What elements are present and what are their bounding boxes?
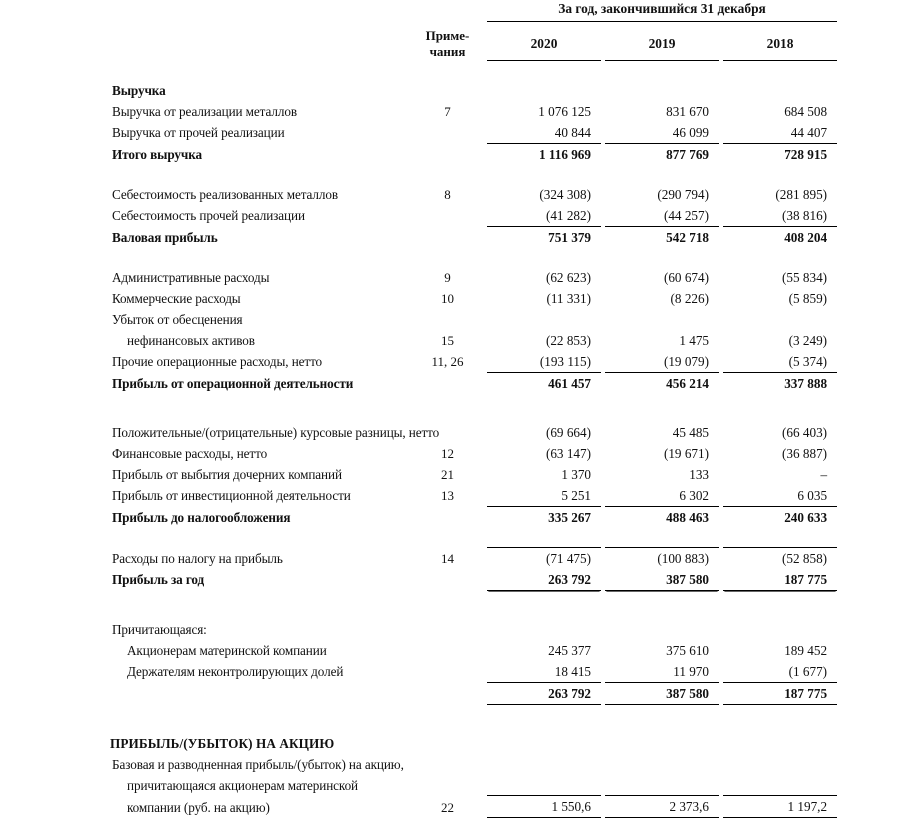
row-value-2019: 6 302 [605,485,719,507]
row-note-reference: 14 [441,550,454,566]
row-value-2018: 6 035 [723,485,837,507]
row-note-reference [408,661,487,683]
row-note-reference [408,143,487,165]
row-right-margin [837,775,901,796]
row-spacer [0,165,901,184]
table-row [0,309,901,330]
table-row [0,288,901,309]
header-blank-note [408,0,487,22]
row-note-reference [408,682,487,704]
header-years-blank-label [0,28,330,60]
row-value-2020: (69 664) [545,424,591,440]
row-value-2020: 1 370 [561,466,591,482]
row-label: Убыток от обесценения [112,311,243,327]
row-value-2018: (36 887) [782,445,828,461]
row-pad [330,682,408,704]
row-pad [330,547,408,569]
table-row [0,205,901,227]
row-pad [330,569,408,591]
row-label: ПРИБЫЛЬ/(УБЫТОК) НА АКЦИЮ [110,735,335,751]
table-row [0,122,901,144]
row-value-2019 [605,733,719,754]
row-right-margin [837,351,901,373]
row-note-reference: 12 [441,445,454,461]
row-label: Причитающаяся: [112,621,207,637]
row-label: Коммерческие расходы [112,290,241,306]
row-value-2019: (8 226) [670,290,709,306]
row-note-reference: 10 [441,290,454,306]
row-label: Административные расходы [112,269,270,285]
row-pad [330,80,408,101]
row-note-reference: 22 [441,799,454,815]
table-row [0,569,901,591]
row-right-margin [837,547,901,569]
table-row [0,143,901,165]
row-note-reference [408,754,487,775]
row-value-2019: 375 610 [666,642,709,658]
table-row [0,547,901,569]
row-value-2020 [487,775,601,796]
row-label: Прибыль от операционной деятельности [112,375,354,391]
notes-column-header [408,28,487,60]
row-note-reference [408,775,487,796]
row-pad [330,796,408,818]
row-pad [330,619,408,640]
row-value-2020: (22 853) [545,332,591,348]
row-value-2020: 1 550,6 [487,796,601,818]
row-pad [330,226,408,248]
row-value-2018 [723,733,837,754]
row-value-2018: (52 858) [723,547,837,569]
table-row [0,640,901,661]
row-value-2019 [605,619,719,640]
row-value-2018: 684 508 [784,103,828,119]
row-value-2019: 45 485 [672,424,709,440]
row-value-2020: 245 377 [548,642,591,658]
row-spacer-cell [0,528,901,548]
row-value-2020: 5 251 [487,485,601,507]
row-label: причитающаяся акционерам материнской [127,777,359,793]
table-row [0,485,901,507]
row-value-2018: 187 775 [723,569,837,591]
row-right-margin [837,122,901,144]
row-value-2018: 337 888 [784,375,828,391]
table-row [0,506,901,528]
row-note-reference [408,569,487,591]
row-label: Прибыль от инвестиционной деятельности [112,488,351,503]
row-value-2019 [605,754,719,775]
period-title: За год, закончившийся 31 декабря [487,0,837,22]
row-label: Держателям неконтролирующих долей [127,664,344,679]
row-note-reference [408,205,487,227]
row-label: Расходы по налогу на прибыль [112,550,283,566]
row-right-margin [837,754,901,775]
row-pad [330,733,408,754]
row-value-2018: (281 895) [775,186,828,202]
table-row [0,775,901,796]
row-value-2019: 2 373,6 [605,796,719,818]
row-spacer-cell [0,165,901,184]
row-value-2019: 46 099 [605,122,719,144]
table-row [0,661,901,683]
row-pad [330,443,408,464]
row-note-reference [408,640,487,661]
row-value-2018: – [820,466,828,482]
row-right-margin [837,309,901,330]
row-label: Себестоимость реализованных металлов [112,186,339,202]
header-blank-right [837,0,901,22]
row-spacer [0,394,901,422]
row-value-2020 [487,619,601,640]
row-right-margin [837,796,901,818]
row-right-margin [837,330,901,351]
table-row [0,101,901,122]
row-value-2019: 488 463 [666,509,709,525]
header-period-row [0,0,901,22]
table-row [0,682,901,704]
table-row [0,464,901,485]
row-value-2019: 1 475 [679,332,709,348]
year-header-2018: 2018 [723,28,837,60]
row-value-2020 [487,80,601,101]
row-value-2018: (5 374) [723,351,837,373]
row-pad [330,143,408,165]
row-value-2018 [723,754,837,775]
table-row [0,422,901,443]
row-value-2019: (290 794) [657,186,709,202]
row-value-2020: 1 076 125 [538,103,591,119]
row-pad [330,351,408,373]
row-note-reference: 8 [444,186,451,202]
row-note-reference [408,226,487,248]
row-note-reference: 13 [441,488,454,503]
row-right-margin [837,569,901,591]
row-pad [330,330,408,351]
row-value-2019: (44 257) [605,205,719,227]
row-note-reference [408,619,487,640]
row-pad [330,101,408,122]
row-right-margin [837,661,901,683]
row-label: компании (руб. на акцию) [127,799,270,815]
table-row [0,443,901,464]
row-value-2020: (193 115) [487,351,601,373]
row-value-2019: 456 214 [666,375,709,391]
row-value-2019: 831 670 [666,103,709,119]
row-value-2018: (1 677) [723,661,837,683]
row-value-2018 [723,619,837,640]
row-right-margin [837,288,901,309]
row-label: Акционерам материнской компании [127,642,327,658]
row-note-reference [408,372,487,394]
row-label [0,682,330,704]
row-value-2020: 18 415 [487,661,601,683]
row-value-2019: (100 883) [605,547,719,569]
row-value-2020: 263 792 [487,569,601,591]
row-note-reference: 15 [441,332,454,348]
row-value-2020: (11 331) [546,290,591,306]
table-row [0,754,901,775]
row-spacer [0,704,901,733]
row-value-2020 [487,733,601,754]
row-spacer-cell [0,394,901,422]
row-pad [330,309,408,330]
row-note-reference: 11, 26 [431,354,464,369]
row-note-reference: 9 [444,269,451,285]
table-row [0,619,901,640]
row-note-reference [408,309,487,330]
table-row [0,372,901,394]
row-right-margin [837,184,901,205]
table-row [0,80,901,101]
row-value-2019: 542 718 [666,229,709,245]
row-value-2019: 387 580 [605,569,719,591]
notes-header-line1: Приме- [425,28,470,43]
row-value-2019: 877 769 [666,146,709,162]
row-spacer [0,590,901,619]
table-row [0,184,901,205]
row-label: Прочие операционные расходы, нетто [112,354,323,369]
row-value-2018: 1 197,2 [723,796,837,818]
row-label: Прибыль до налогообложения [112,509,291,525]
row-label: Валовая прибыль [112,229,218,245]
row-value-2020: (41 282) [487,205,601,227]
table-row [0,351,901,373]
row-value-2020: (324 308) [539,186,591,202]
row-right-margin [837,372,901,394]
row-note-reference [408,506,487,528]
header-bottom-spacer [0,60,901,80]
year-header-2020: 2020 [487,28,601,60]
row-value-2018 [723,309,837,330]
row-value-2019 [605,309,719,330]
row-pad [330,205,408,227]
row-right-margin [837,464,901,485]
table-row [0,226,901,248]
row-spacer [0,528,901,548]
row-pad [330,267,408,288]
table-row [0,733,901,754]
row-value-2019: 11 970 [605,661,719,683]
row-value-2019 [605,80,719,101]
row-value-2020: 1 116 969 [538,146,591,162]
row-value-2018: 44 407 [723,122,837,144]
row-right-margin [837,80,901,101]
row-spacer-cell [0,248,901,267]
row-value-2020 [487,754,601,775]
row-value-2020: 40 844 [487,122,601,144]
row-value-2018: (5 859) [788,290,828,306]
row-spacer-cell [0,704,901,733]
row-value-2019 [605,775,719,796]
row-value-2018: (3 249) [788,332,828,348]
table-row [0,330,901,351]
row-right-margin [837,205,901,227]
row-label: нефинансовых активов [127,332,255,348]
row-note-reference [408,733,487,754]
row-value-2019: 387 580 [605,682,719,704]
row-value-2018: (66 403) [782,424,828,440]
row-value-2019: (60 674) [663,269,709,285]
row-value-2018: 187 775 [723,682,837,704]
notes-header-line2: чания [429,44,466,59]
row-value-2018 [723,775,837,796]
row-pad [330,288,408,309]
header-years-row [0,28,901,60]
header-blank-pad [330,0,408,22]
row-right-margin [837,101,901,122]
table-header [0,0,901,80]
row-value-2018: 240 633 [784,509,828,525]
row-label: Себестоимость прочей реализации [112,208,305,223]
row-value-2018: 408 204 [784,229,828,245]
row-label: Прибыль от выбытия дочерних компаний [112,466,342,482]
table-row [0,267,901,288]
year-header-2019: 2019 [605,28,719,60]
table-row [0,796,901,818]
row-value-2020: (71 475) [487,547,601,569]
header-years-blank-pad [330,28,408,60]
row-label: Выручка от прочей реализации [112,125,285,140]
header-blank-label [0,0,330,22]
row-label: Прибыль за год [112,572,205,587]
row-right-margin [837,226,901,248]
row-value-2019: (19 671) [663,445,709,461]
row-pad [330,506,408,528]
row-value-2020: 751 379 [548,229,591,245]
row-right-margin [837,506,901,528]
row-label: Итого выручка [112,146,203,162]
row-value-2018: 728 915 [784,146,828,162]
row-right-margin [837,143,901,165]
row-value-2019: 133 [689,466,709,482]
row-pad [330,122,408,144]
row-value-2020: 335 267 [548,509,591,525]
row-note-reference: 7 [444,103,451,119]
row-value-2018: 189 452 [784,642,828,658]
row-note-reference: 21 [441,466,454,482]
row-value-2020: (62 623) [545,269,591,285]
row-right-margin [837,682,901,704]
header-years-blank-right [837,28,901,60]
row-value-2020 [487,309,601,330]
row-value-2018: (38 816) [723,205,837,227]
row-pad [330,184,408,205]
row-label: Выручка от реализации металлов [112,103,297,119]
row-note-reference [408,122,487,144]
row-spacer [0,248,901,267]
header-bottom-spacer-row [0,60,901,80]
row-right-margin [837,267,901,288]
row-value-2020: 263 792 [487,682,601,704]
row-right-margin [837,619,901,640]
row-right-margin [837,733,901,754]
row-label: Финансовые расходы, нетто [112,445,268,461]
row-right-margin [837,422,901,443]
table-body [0,80,901,818]
row-label: Базовая и разводненная прибыль/(убыток) на акцию, [112,756,404,772]
row-value-2018 [723,80,837,101]
row-note-reference [408,80,487,101]
row-value-2018: (55 834) [782,269,828,285]
row-label: Выручка [112,82,166,98]
row-value-2020: (63 147) [545,445,591,461]
row-right-margin [837,640,901,661]
row-value-2020: 461 457 [548,375,591,391]
row-label: Положительные/(отрицательные) курсовые разницы, нетто [112,424,440,440]
row-spacer-cell [0,590,901,619]
row-pad [330,640,408,661]
row-value-2019: (19 079) [605,351,719,373]
row-right-margin [837,443,901,464]
row-right-margin [837,485,901,507]
